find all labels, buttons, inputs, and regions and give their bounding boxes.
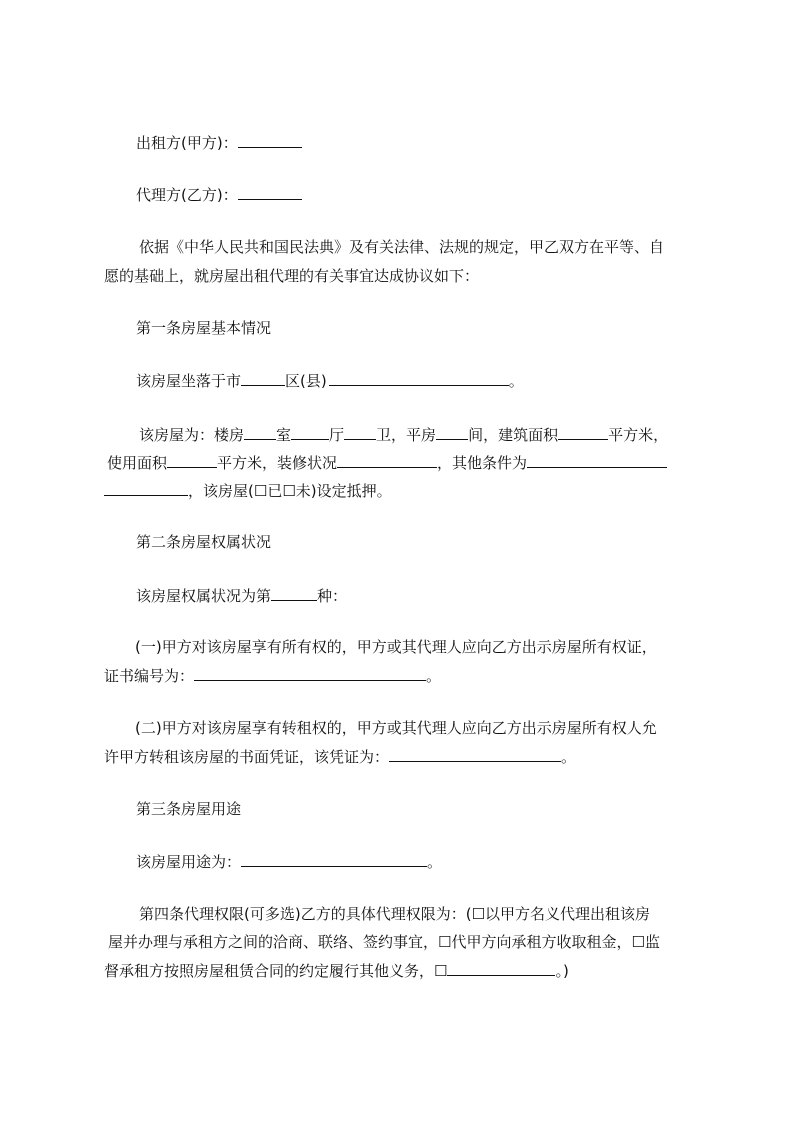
not-mortgaged-label: 未 (295, 482, 311, 500)
details-text: 厅 (329, 426, 345, 444)
not-mortgaged-checkbox[interactable]: ☐ (282, 482, 296, 500)
article-4-text: 督承租方按照房屋租赁合同的约定履行其他义务， (104, 962, 435, 980)
preamble-line-1: 依据《中华人民共和国民法典》及有关法律、法规的规定，甲乙双方在平等、自 (139, 238, 665, 256)
article-1-title: 第一条房屋基本情况 (136, 319, 272, 337)
ownership-type-label: 该房屋权属状况为第 (136, 587, 272, 605)
location-label: 该房屋坐落于市 (136, 372, 242, 390)
option-supervise-label: 监 (644, 933, 660, 951)
details-text: 卫，平房 (376, 426, 437, 444)
details-text: 间，建筑面积 (468, 426, 559, 444)
district-blank[interactable] (329, 370, 509, 386)
other-conditions-blank[interactable] (527, 452, 667, 468)
details-line-1 (139, 424, 668, 445)
lessor-label: 出租方(甲方)： (136, 134, 238, 152)
option-other-checkbox[interactable]: ☐ (434, 962, 448, 980)
voucher-blank[interactable] (389, 746, 561, 762)
article-4-line-1 (139, 904, 650, 924)
district-label: 区(县) (285, 372, 327, 390)
agent-blank[interactable] (238, 184, 302, 200)
certificate-label: 证书编号为： (104, 667, 195, 685)
voucher-label: 许甲方转租该房屋的书面凭证，该凭证为： (104, 748, 390, 766)
article-2-title: 第二条房屋权属状况 (136, 533, 272, 551)
use-line (136, 851, 442, 872)
use-end: 。 (427, 853, 443, 871)
certificate-end: 。 (426, 667, 442, 685)
city-blank[interactable] (241, 370, 285, 386)
article-4-text: 屋并办理与承租方之间的洽商、联络、签约事宜， (108, 933, 439, 951)
halls-blank[interactable] (291, 424, 329, 440)
article-3-title: 第三条房屋用途 (136, 800, 242, 818)
option-other-blank[interactable] (447, 960, 555, 976)
ownership-type-end: 种： (317, 587, 348, 605)
usable-area-blank[interactable] (167, 452, 217, 468)
location-end: 。 (508, 372, 524, 390)
certificate-number-blank[interactable] (194, 665, 426, 681)
voucher-end: 。 (561, 748, 577, 766)
details-line-2 (107, 452, 667, 473)
decoration-blank[interactable] (337, 452, 437, 468)
item-2-line-2 (104, 746, 576, 767)
option-lease-label: 以甲方名义代理出租该房 (485, 905, 651, 923)
details-text: 平方米， (608, 426, 669, 444)
use-label: 该房屋用途为： (136, 853, 242, 871)
article-4-end: 。) (555, 962, 569, 980)
details-text: 室 (276, 426, 292, 444)
article-4-line-3 (104, 960, 569, 981)
baths-blank[interactable] (344, 424, 376, 440)
option-lease-checkbox[interactable]: ☐ (471, 905, 486, 923)
lessor-blank[interactable] (238, 132, 302, 148)
use-blank[interactable] (241, 851, 427, 867)
details-text: 平方米，装修状况 (217, 454, 338, 472)
mortgaged-checkbox[interactable]: ☐ (253, 482, 268, 500)
option-rent-label: 代甲方向承租方收取租金， (451, 933, 632, 951)
details-text: 使用面积 (107, 454, 168, 472)
preamble-line-2: 愿的基础上，就房屋出租代理的有关事宜达成协议如下： (104, 267, 480, 285)
option-supervise-checkbox[interactable]: ☐ (631, 933, 645, 951)
details-text: ，其他条件为 (437, 454, 528, 472)
bungalow-rooms-blank[interactable] (436, 424, 468, 440)
agent-line (136, 184, 302, 205)
article-4-line-2 (108, 932, 660, 952)
details-line-3 (104, 480, 392, 501)
item-1-line-1: (一)甲方对该房屋享有所有权的，甲方或其代理人应向乙方出示房屋所有权证， (135, 638, 657, 656)
details-text: )设定抵押。 (310, 482, 392, 500)
agent-label: 代理方(乙方)： (136, 186, 238, 204)
lessor-line (136, 132, 302, 153)
item-2-line-1: (二)甲方对该房屋享有转租权的，甲方或其代理人应向乙方出示房屋所有权人允 (135, 719, 657, 737)
option-rent-checkbox[interactable]: ☐ (438, 933, 452, 951)
building-area-blank[interactable] (558, 424, 608, 440)
other-conditions-blank-2[interactable] (104, 480, 188, 496)
ownership-type-blank[interactable] (271, 585, 317, 601)
item-1-line-2 (104, 665, 441, 686)
ownership-type-line (136, 585, 347, 606)
location-line (136, 370, 524, 391)
details-text: 该房屋为：楼房 (139, 426, 245, 444)
article-4-text: 第四条代理权限(可多选)乙方的具体代理权限为：( (139, 905, 472, 923)
mortgaged-label: 已 (267, 482, 283, 500)
details-text: ，该房屋( (188, 482, 254, 500)
rooms-blank[interactable] (244, 424, 276, 440)
